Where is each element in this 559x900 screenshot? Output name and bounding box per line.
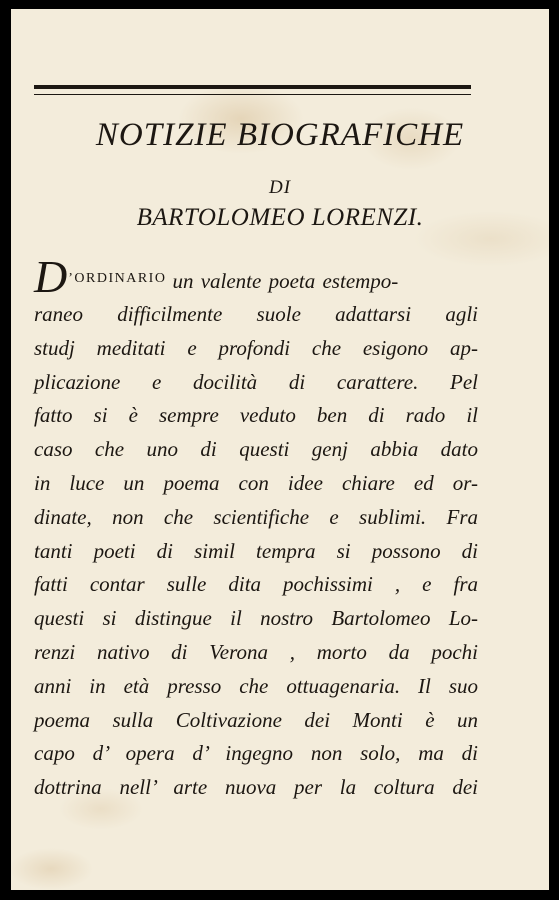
body-line: caso che uno di questi genj abbia dato — [34, 437, 478, 462]
body-line: in luce un poema con idee chiare ed or- — [34, 470, 478, 495]
page-title: NOTIZIE BIOGRAFICHE — [95, 117, 465, 153]
body-line: tanti poeti di simil tempra si possono di — [34, 538, 478, 563]
body-line: capo d’ opera d’ ingegno non solo, ma di — [34, 741, 478, 766]
body-line: anni in età presso che ottuagenaria. Il suo — [34, 673, 478, 698]
title-subject: BARTOLOMEO LORENZI. — [136, 204, 424, 231]
book-page — [11, 9, 549, 890]
body-line: plicazione e docilità di carattere. Pel — [34, 369, 478, 394]
body-line: studj meditati e profondi che esigono ap- — [34, 335, 478, 360]
body-line: raneo difficilmente suole adattarsi agli — [34, 302, 478, 326]
body-line: fatti contar sulle dita pochissimi , e fra — [34, 572, 478, 597]
header-double-rule — [34, 85, 471, 95]
body-line-1 — [34, 251, 478, 302]
title-preposition: DI — [268, 177, 292, 198]
first-line-rest: un valente poeta estempo- — [172, 269, 399, 293]
first-word-smallcaps: ’ORDINARIO — [68, 271, 167, 286]
body-line: questi si distingue il nostro Bartolomeo Lo- — [34, 606, 478, 631]
body-text — [34, 251, 478, 805]
body-line: dinate, non che scientifiche e sublimi. Fra — [34, 504, 478, 529]
body-line: fatto si è sempre veduto ben di rado il — [34, 403, 478, 428]
body-line: poema sulla Coltivazione dei Monti è un — [34, 707, 478, 732]
drop-cap: D — [34, 251, 68, 302]
body-line: renzi nativo di Verona , morto da pochi — [34, 639, 478, 664]
body-line: dottrina nell’ arte nuova per la coltura dei — [34, 775, 478, 800]
